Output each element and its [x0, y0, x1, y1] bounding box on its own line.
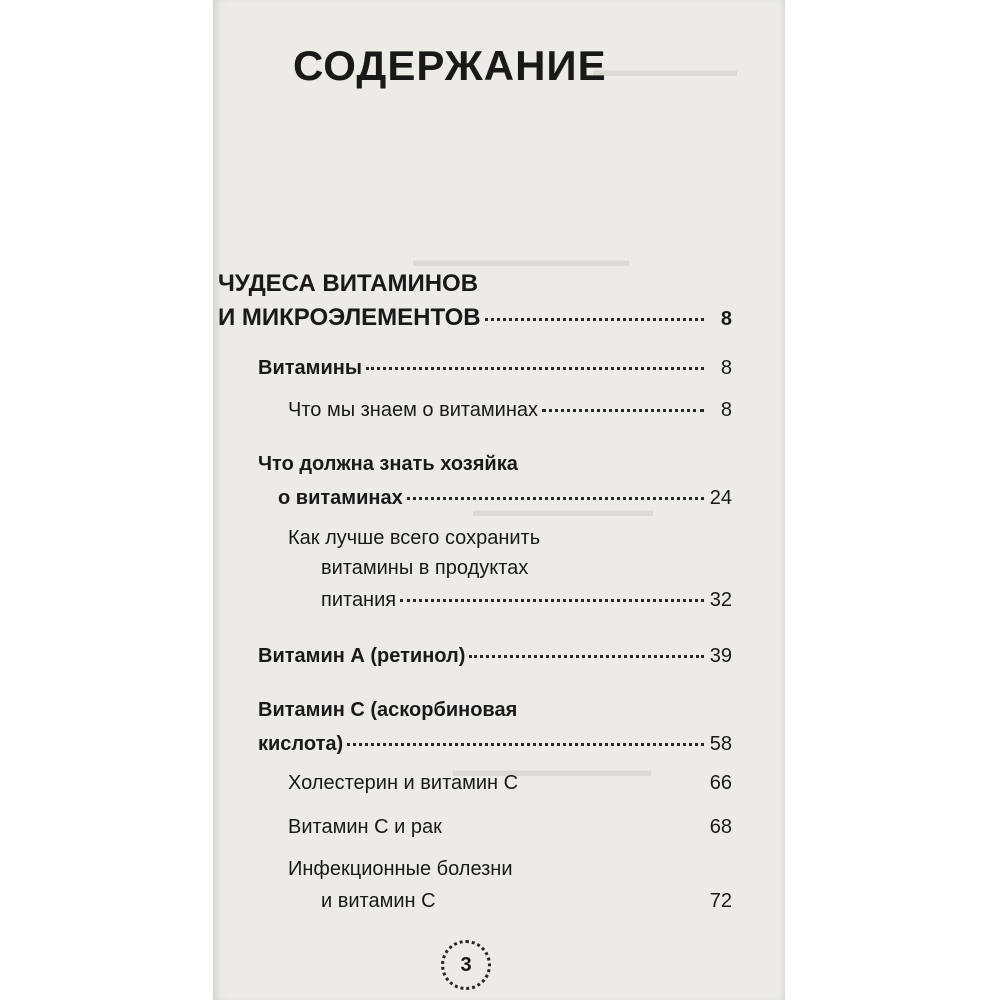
- toc-entry-page: 72: [709, 890, 732, 912]
- dot-leader: [440, 900, 704, 903]
- toc-entry-page: 66: [709, 772, 732, 794]
- toc-entry-label: И МИКРОЭЛЕМЕНТОВ: [218, 304, 481, 331]
- toc-entry-label: Витамины: [258, 357, 362, 379]
- toc-entry-label: питания: [321, 589, 397, 611]
- toc-entry-5-line-2: витамины в продуктах: [321, 557, 529, 579]
- dot-leader: [542, 409, 704, 412]
- toc-entry-label: и витамин С: [321, 890, 436, 912]
- toc-entry-1-line-1: ЧУДЕСА ВИТАМИНОВ: [218, 270, 479, 297]
- toc-entry-7-line-1: Витамин С (аскорбиновая: [258, 699, 518, 721]
- toc-entry-4: [278, 486, 732, 510]
- dot-leader: [407, 497, 704, 500]
- dot-leader: [400, 599, 704, 602]
- toc-entry-3: [288, 398, 732, 422]
- page-number-badge: [441, 940, 491, 990]
- page-number: 3: [460, 953, 472, 976]
- toc-entry-page: 8: [720, 308, 732, 330]
- toc-entry-1: [218, 304, 732, 333]
- toc-entry-label: Что мы знаем о витаминах: [288, 399, 539, 421]
- dot-leader: [347, 743, 704, 746]
- toc-entry-page: 8: [720, 399, 732, 421]
- toc-entry-page: 39: [709, 645, 732, 667]
- toc-entry-10: [321, 889, 732, 913]
- toc-entry-10-line-1: Инфекционные болезни: [288, 858, 513, 880]
- toc-entry-9: [288, 815, 732, 839]
- book-page: [213, 0, 785, 1000]
- toc-entry-8: [288, 771, 732, 795]
- dot-leader: [446, 826, 704, 829]
- dot-leader: [366, 367, 704, 370]
- toc-entry-7: [258, 732, 732, 756]
- page-title: СОДЕРЖАНИЕ: [293, 42, 607, 89]
- show-through-2: ▬▬▬▬▬▬▬▬▬▬▬▬: [413, 250, 629, 270]
- toc-entry-page: 68: [709, 816, 732, 838]
- toc-entry-label: Витамин А (ретинол): [258, 645, 466, 667]
- toc-entry-label: кислота): [258, 733, 344, 755]
- toc-entry-page: 8: [720, 357, 732, 379]
- dot-leader: [485, 318, 704, 321]
- show-through-1: ▬▬▬▬▬▬▬▬: [593, 60, 737, 80]
- toc-entry-4-line-1: Что должна знать хозяйка: [258, 453, 518, 475]
- dot-leader: [522, 782, 704, 785]
- toc-entry-5-line-1: Как лучше всего сохранить: [288, 527, 541, 549]
- toc-entry-page: 24: [709, 487, 732, 509]
- toc-entry-page: 32: [709, 589, 732, 611]
- toc-entry-label: Витамин С и рак: [288, 816, 442, 838]
- toc-entry-6: [258, 644, 732, 668]
- toc-entry-5: [321, 588, 732, 612]
- toc-entry-label: о витаминах: [278, 487, 403, 509]
- toc-entry-page: 58: [709, 733, 732, 755]
- toc-entry-label: Холестерин и витамин С: [288, 772, 519, 794]
- dot-leader: [469, 655, 704, 658]
- toc-entry-2: [258, 356, 732, 380]
- show-through-4: ▬▬▬▬▬▬▬▬▬▬▬: [453, 760, 651, 780]
- show-through-3: ▬▬▬▬▬▬▬▬▬▬: [473, 500, 653, 520]
